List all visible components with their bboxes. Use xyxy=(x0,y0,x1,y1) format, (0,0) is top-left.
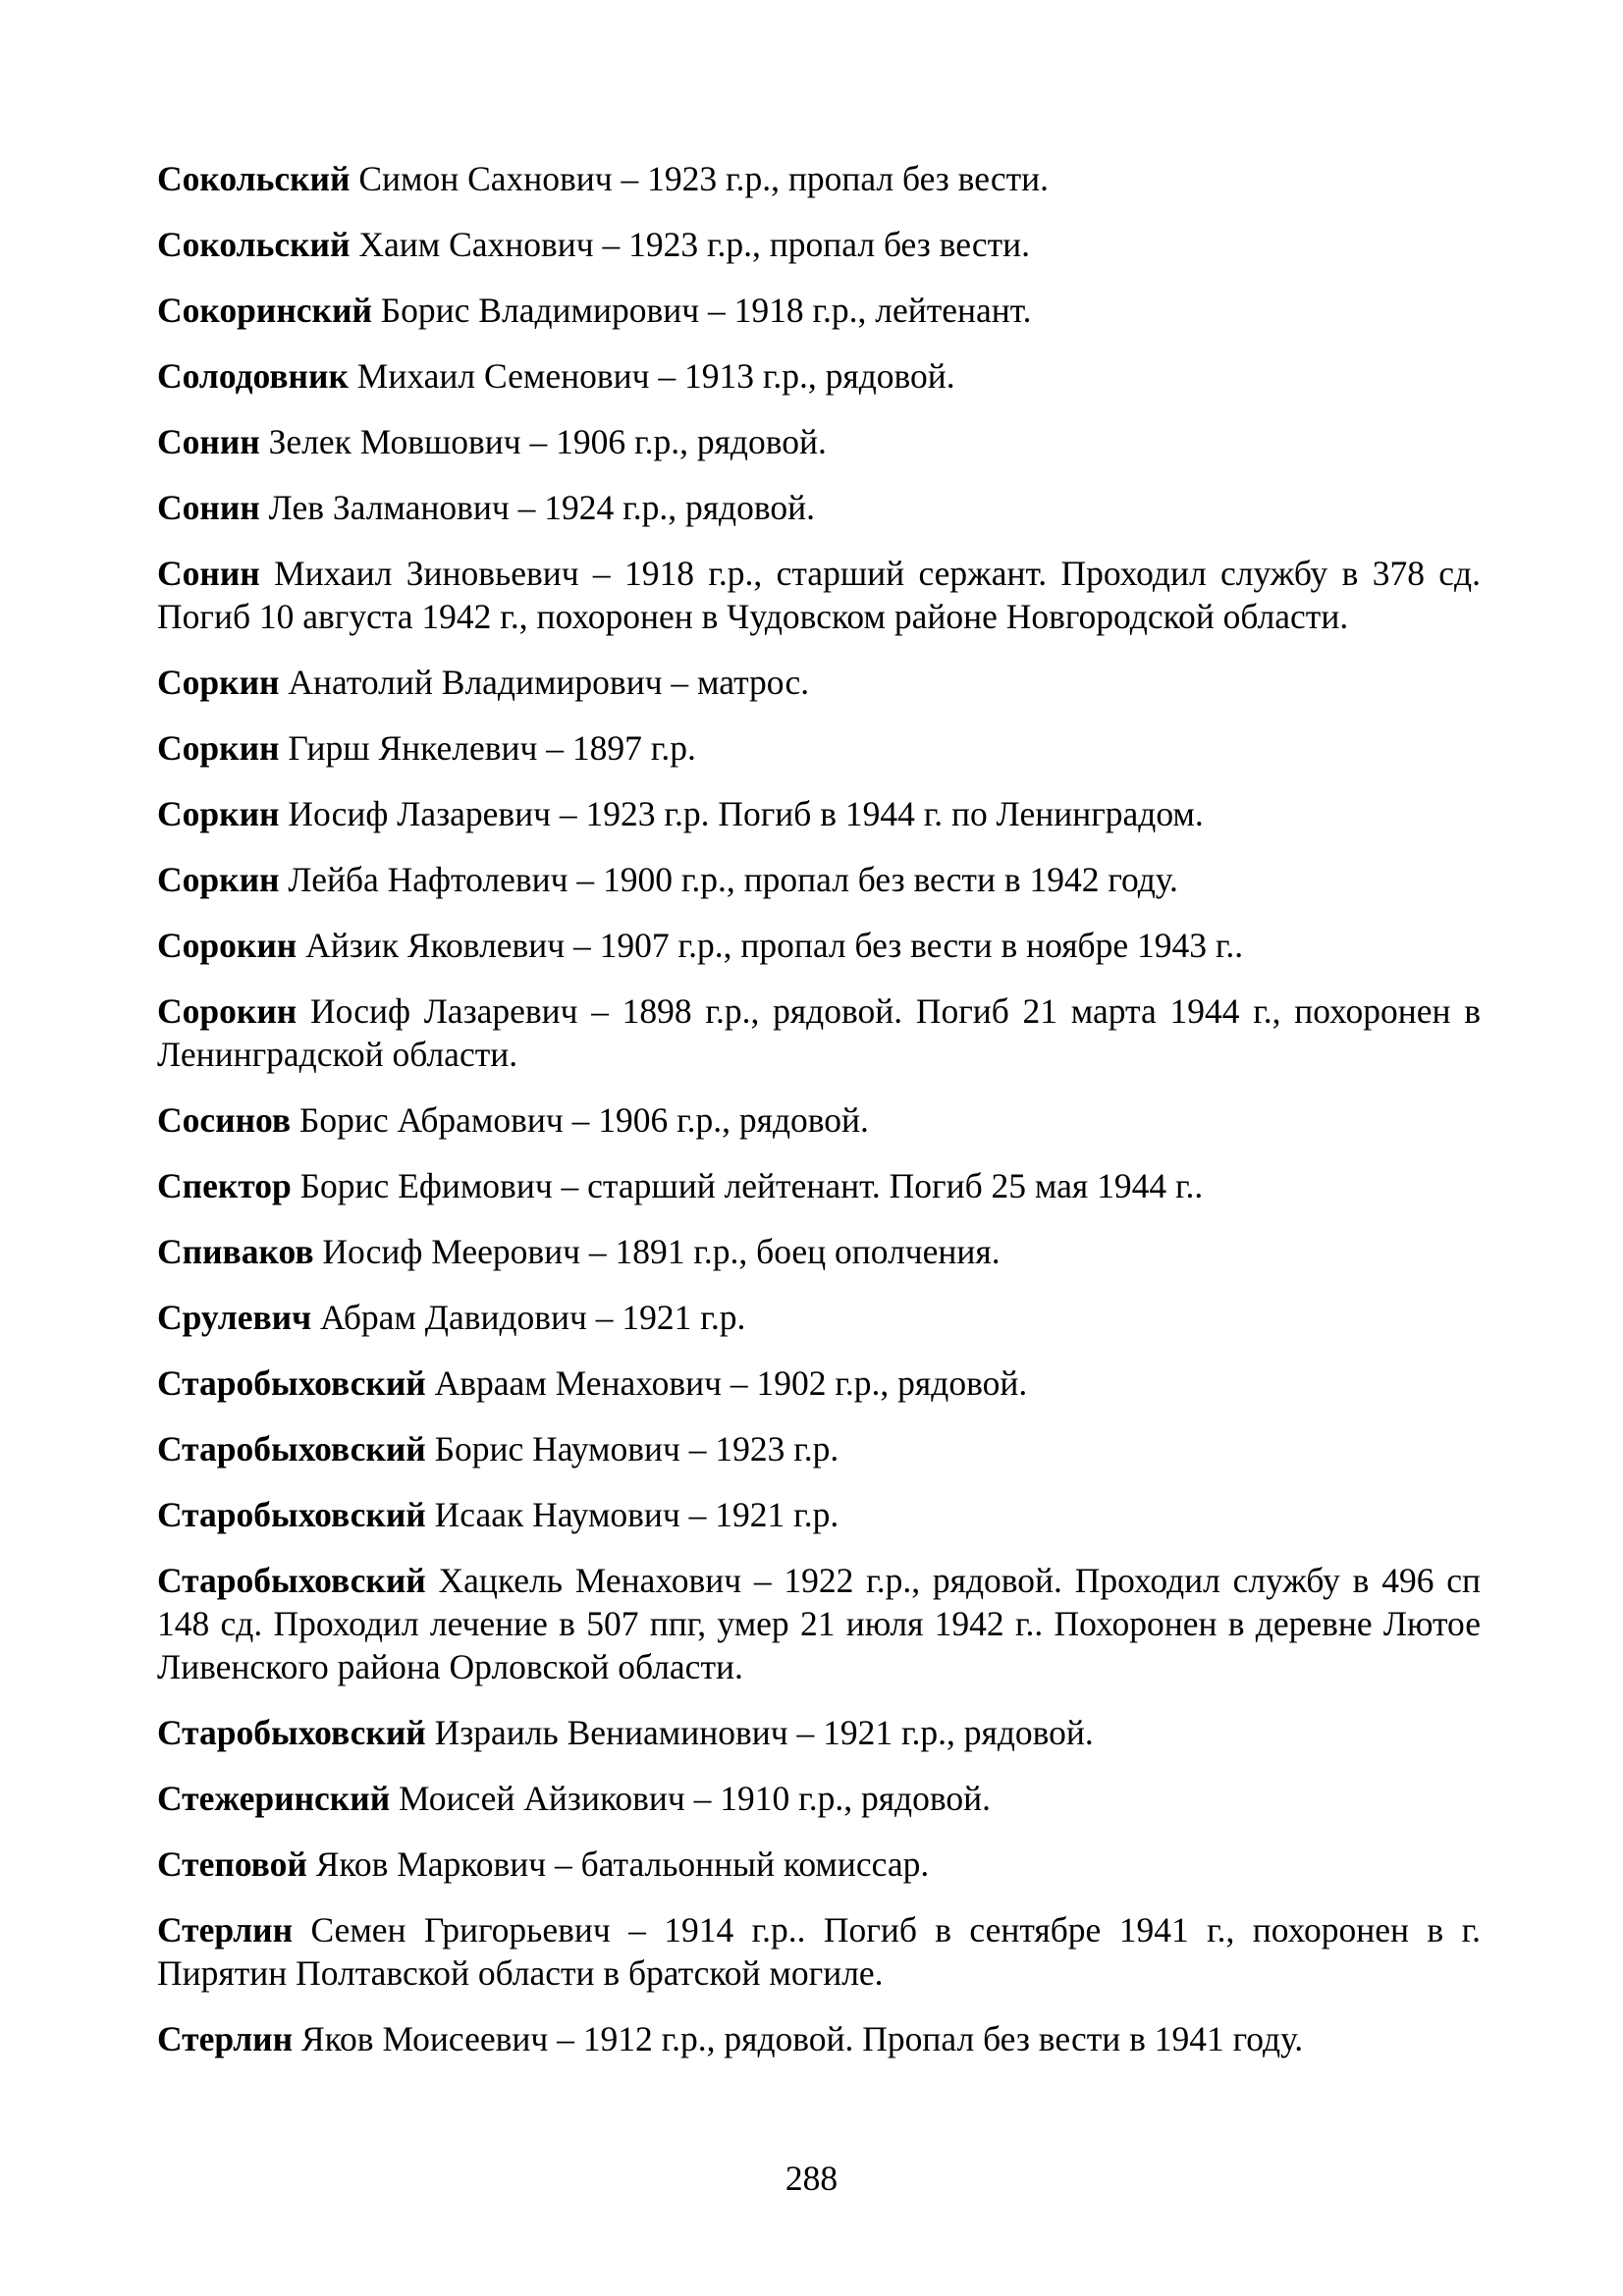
surname: Соркин xyxy=(157,663,280,702)
entry-details: Хацкель Менахович – 1922 г.р., рядовой. Проходил службу в 496 сп 148 сд. Проходил лечение в 507 ппг, умер 21 июля 1942 г.. Похоронен в деревне Лютое Ливенского района Орловской области. xyxy=(157,1561,1481,1686)
entry-details: Борис Владимирович – 1918 г.р., лейтенант. xyxy=(371,291,1032,330)
surname: Сонин xyxy=(157,422,260,461)
entry-details: Иосиф Меерович – 1891 г.р., боец ополчения. xyxy=(313,1232,1001,1271)
list-item xyxy=(157,552,1481,638)
list-item xyxy=(157,924,1481,967)
entry-details: Авраам Менахович – 1902 г.р., рядовой. xyxy=(425,1363,1028,1403)
list-item xyxy=(157,1230,1481,1273)
surname: Стежеринский xyxy=(157,1779,391,1818)
entry-details: Гирш Янкелевич – 1897 г.р. xyxy=(279,728,696,768)
surname: Спектор xyxy=(157,1166,292,1205)
list-item xyxy=(157,1362,1481,1405)
entry-details: Зелек Мовшович – 1906 г.р., рядовой. xyxy=(259,422,827,461)
list-item xyxy=(157,1908,1481,1995)
entry-details: Семен Григорьевич – 1914 г.р.. Погиб в сентябре 1941 г., похоронен в г. Пирятин Полтавской области в братской могиле. xyxy=(157,1910,1481,1993)
surname: Соркин xyxy=(157,794,280,833)
surname: Соркин xyxy=(157,860,280,899)
list-item xyxy=(157,1493,1481,1536)
entry-details: Абрам Давидович – 1921 г.р. xyxy=(311,1298,746,1337)
entry-details: Симон Сахнович – 1923 г.р., пропал без вести. xyxy=(350,159,1050,198)
surname: Сокольский xyxy=(157,159,351,198)
surname: Сокоринский xyxy=(157,291,372,330)
entry-details: Лев Залманович – 1924 г.р., рядовой. xyxy=(259,488,815,527)
page-number: 288 xyxy=(784,2159,839,2198)
list-item xyxy=(157,1777,1481,1820)
entry-details: Борис Ефимович – старший лейтенант. Погиб 25 мая 1944 г.. xyxy=(291,1166,1204,1205)
entry-details: Яков Моисеевич – 1912 г.р., рядовой. Пропал без вести в 1941 году. xyxy=(293,2019,1304,2058)
list-item xyxy=(157,858,1481,901)
entry-details: Моисей Айзикович – 1910 г.р., рядовой. xyxy=(390,1779,991,1818)
list-item xyxy=(157,486,1481,529)
entry-details: Израиль Вениаминович – 1921 г.р., рядовой. xyxy=(425,1713,1094,1752)
surname: Сосинов xyxy=(157,1100,292,1140)
entry-details: Иосиф Лазаревич – 1898 г.р., рядовой. Погиб 21 марта 1944 г., похоронен в Ленинградской области. xyxy=(157,991,1481,1074)
entry-details: Иосиф Лазаревич – 1923 г.р. Погиб в 1944 г. по Ленинградом. xyxy=(279,794,1204,833)
entry-details: Лейба Нафтолевич – 1900 г.р., пропал без вести в 1942 году. xyxy=(279,860,1178,899)
surname: Срулевич xyxy=(157,1298,312,1337)
list-item xyxy=(157,1559,1481,1688)
list-item xyxy=(157,1296,1481,1339)
list-item xyxy=(157,1098,1481,1142)
entry-details: Борис Наумович – 1923 г.р. xyxy=(425,1429,839,1468)
list-item xyxy=(157,792,1481,835)
entry-details: Анатолий Владимирович – матрос. xyxy=(279,663,810,702)
surname: Спиваков xyxy=(157,1232,314,1271)
surname: Сонин xyxy=(157,554,260,593)
surname: Степовой xyxy=(157,1844,307,1884)
list-item xyxy=(157,1164,1481,1207)
list-item xyxy=(157,2017,1481,2060)
list-item xyxy=(157,661,1481,704)
surname: Сокольский xyxy=(157,225,351,264)
surname: Стерлин xyxy=(157,2019,294,2058)
list-item xyxy=(157,223,1481,266)
list-item xyxy=(157,157,1481,200)
surname: Старобыховский xyxy=(157,1429,426,1468)
list-item xyxy=(157,420,1481,463)
surname: Солодовник xyxy=(157,356,349,396)
entry-details: Михаил Семенович – 1913 г.р., рядовой. xyxy=(348,356,955,396)
surname: Старобыховский xyxy=(157,1713,426,1752)
surname: Стерлин xyxy=(157,1910,294,1949)
list-item xyxy=(157,1427,1481,1470)
surname: Старобыховский xyxy=(157,1363,426,1403)
entry-details: Борис Абрамович – 1906 г.р., рядовой. xyxy=(291,1100,869,1140)
entry-details: Михаил Зиновьевич – 1918 г.р., старший сержант. Проходил службу в 378 сд. Погиб 10 августа 1942 г., похоронен в Чудовском районе Новгородской области. xyxy=(157,554,1481,636)
list-item xyxy=(157,354,1481,398)
list-item xyxy=(157,289,1481,332)
list-item xyxy=(157,1842,1481,1886)
surname: Старобыховский xyxy=(157,1561,426,1600)
surname: Сорокин xyxy=(157,926,298,965)
list-item xyxy=(157,989,1481,1076)
entry-details: Айзик Яковлевич – 1907 г.р., пропал без вести в ноябре 1943 г.. xyxy=(297,926,1244,965)
list-item xyxy=(157,726,1481,770)
surname: Сорокин xyxy=(157,991,298,1031)
surname: Старобыховский xyxy=(157,1495,426,1534)
entry-details: Хаим Сахнович – 1923 г.р., пропал без вести. xyxy=(350,225,1030,264)
entry-list xyxy=(157,157,1481,2083)
surname: Сонин xyxy=(157,488,260,527)
entry-details: Яков Маркович – батальонный комиссар. xyxy=(306,1844,930,1884)
entry-details: Исаак Наумович – 1921 г.р. xyxy=(425,1495,839,1534)
list-item xyxy=(157,1711,1481,1754)
surname: Соркин xyxy=(157,728,280,768)
